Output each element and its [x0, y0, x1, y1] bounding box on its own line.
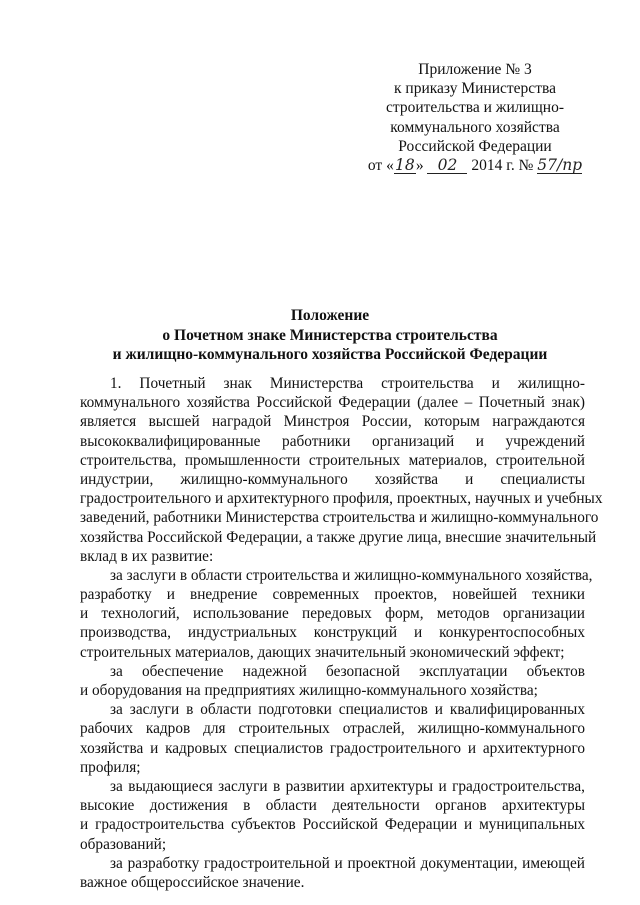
body-line: образований;	[80, 835, 167, 853]
appendix-number: Приложение № 3	[418, 61, 532, 78]
appendix-date-line	[360, 156, 590, 175]
appendix-ministry-line3: Российской Федерации	[398, 137, 552, 155]
appendix-ministry-line2: коммунального хозяйства	[390, 118, 560, 136]
body-line: хозяйства Российской Федерации, а также другие лица, внесшие значительный	[80, 528, 597, 546]
body-line: и технологий, использование передовых форм, методов организации	[80, 605, 585, 623]
body-line: высококвалифицированные работники организаций и учреждений	[80, 432, 585, 450]
body-line: градостроительного и архитектурного профиля, проектных, научных и учебных	[80, 490, 603, 508]
date-prefix: от «	[367, 157, 394, 175]
appendix-order-ref: к приказу Министерства	[394, 80, 556, 98]
body-line: вклад в их развитие:	[80, 547, 214, 565]
body-line: является высшей наградой Минстроя России, которым награждаются	[80, 413, 585, 431]
body-line: высокие достижения в области деятельности органов архитектуры	[80, 797, 585, 815]
date-quote-close: »	[415, 157, 424, 175]
date-day-handwritten: 18	[394, 156, 415, 175]
title-line-3: и жилищно-коммунального хозяйства Российской Федерации	[112, 346, 548, 363]
body-line: за разработку градостроительной и проектной документации, имеющей	[110, 854, 585, 872]
body-line: за обеспечение надежной безопасной эксплуатации объектов	[110, 662, 585, 680]
document-body	[80, 374, 603, 892]
body-line: рабочих кадров для строительных отраслей, жилищно-коммунального	[80, 720, 585, 738]
date-month-handwritten: 02	[427, 158, 467, 174]
appendix-block	[360, 60, 590, 175]
body-line: заведений, работники Министерства строительства и жилищно-коммунального	[80, 509, 599, 527]
body-line: индустрии, жилищно-коммунального хозяйства и специалисты	[80, 470, 585, 488]
body-line: производства, индустриальных конструкций и конкурентоспособных	[80, 624, 585, 642]
body-line: за заслуги в области подготовки специалистов и квалифицированных	[110, 701, 585, 719]
title-line-1: Положение	[290, 307, 370, 324]
body-line: разработку и внедрение современных проектов, новейшей техники	[80, 586, 585, 604]
date-year: 2014 г. №	[467, 157, 538, 175]
body-line: и градостроительства субъектов Российской Федерации и муниципальных	[80, 816, 585, 834]
body-line: за выдающиеся заслуги в развитии архитектуры и градостроительства,	[110, 777, 585, 795]
body-line: профиля;	[80, 758, 141, 776]
document-title	[60, 306, 600, 365]
title-line-2: о Почетном знаке Министерства строительства	[162, 326, 498, 344]
body-line: строительных материалов, дающих значительный экономический эффект;	[80, 643, 565, 661]
body-line: строительства, промышленности строительных материалов, строительной	[80, 451, 585, 469]
body-line: за заслуги в области строительства и жилищно-коммунального хозяйства,	[110, 566, 593, 584]
body-line: и оборудования на предприятиях жилищно-коммунального хозяйства;	[80, 682, 538, 699]
body-line: хозяйства и кадровых специалистов градостроительного и архитектурного	[80, 739, 585, 757]
order-number-handwritten: 57/пр	[537, 156, 583, 175]
body-line: важное общероссийское значение.	[80, 873, 305, 891]
body-line: коммунального хозяйства Российской Федерации (далее – Почетный знак)	[80, 394, 585, 412]
appendix-ministry-line1: строительства и жилищно-	[386, 99, 564, 117]
body-line: 1. Почетный знак Министерства строительства и жилищно-	[110, 375, 585, 392]
